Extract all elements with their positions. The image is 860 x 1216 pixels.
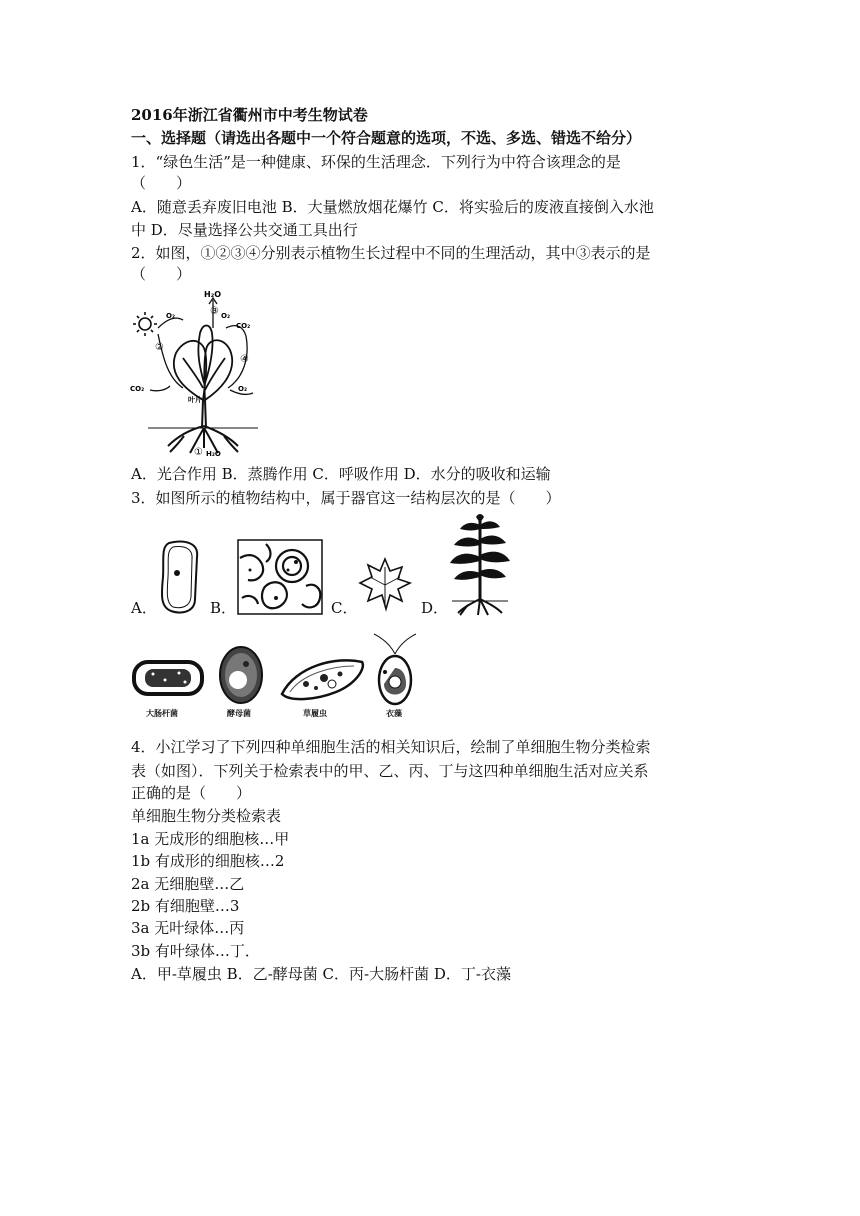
co2-right-label: CO₂ xyxy=(236,322,251,330)
q4-options: A．甲-草履虫 B．乙-酵母菌 C．丙-大肠杆菌 D．丁-衣藻 xyxy=(131,965,511,983)
option-a-cell-figure xyxy=(155,537,209,617)
q1-options-2: 中 D．尽量选择公共交通工具出行 xyxy=(131,221,358,239)
co2-left-label: CO₂ xyxy=(130,385,145,393)
yeast-figure xyxy=(216,644,266,706)
key-row-2a: 2a 无细胞壁…乙 xyxy=(131,875,245,893)
h2o-top-label: H₂O xyxy=(204,290,221,299)
option-d-plant-figure xyxy=(442,513,518,617)
key-row-3a: 3a 无叶绿体…丙 xyxy=(131,919,245,937)
h2o-bottom-label: H₂O xyxy=(206,450,221,458)
n1-label: ① xyxy=(194,447,203,458)
q4-stem-1: 4．小江学习了下列四种单细胞生活的相关知识后，绘制了单细胞生物分类检索 xyxy=(131,738,651,756)
option-c-leaf-figure xyxy=(356,555,414,613)
n3-label: ③ xyxy=(210,306,219,317)
stem-and-roots xyxy=(168,400,238,453)
q3-label-b: B． xyxy=(210,599,237,617)
plant-physiology-drawing xyxy=(128,288,278,460)
chlamydomonas-label: 衣藻 xyxy=(386,709,402,718)
q1-paren: （ ） xyxy=(131,174,192,192)
n4-label: ④ xyxy=(240,354,249,365)
ecoli-label: 大肠杆菌 xyxy=(146,709,178,718)
key-row-3b: 3b 有叶绿体…丁． xyxy=(131,942,260,960)
key-row-1b: 1b 有成形的细胞核…2 xyxy=(131,852,285,870)
paramecium-figure xyxy=(276,654,368,704)
plant-physiology-figure xyxy=(128,288,278,460)
option-b-tissue-figure xyxy=(236,538,324,616)
q3-label-a: A． xyxy=(131,599,157,617)
n2-label: ② xyxy=(155,342,164,353)
q1-options-1: A．随意丢弃废旧电池 B．大量燃放烟花爆竹 C．将实验后的废液直接倒入水池 xyxy=(131,198,654,216)
q2-stem: 2．如图，①②③④分别表示植物生长过程中不同的生理活动，其中③表示的是 xyxy=(131,244,651,262)
o2-right-label: O₂ xyxy=(221,312,231,320)
q1-stem: 1．“绿色生活”是一种健康、环保的生活理念．下列行为中符合该理念的是 xyxy=(131,153,621,171)
q2-options: A．光合作用 B．蒸腾作用 C．呼吸作用 D．水分的吸收和运输 xyxy=(131,465,551,483)
leaf-outlines xyxy=(174,326,232,401)
sun-icon xyxy=(133,312,157,336)
q3-label-d: D． xyxy=(421,599,449,617)
o2-left-label: O₂ xyxy=(166,312,176,320)
ecoli-figure xyxy=(131,654,206,704)
chlamydomonas-figure xyxy=(370,632,420,708)
doc-title: 2016年浙江省衢州市中考生物试卷 xyxy=(131,106,368,124)
yeast-label: 酵母菌 xyxy=(227,709,251,718)
q4-stem-3: 正确的是（ ） xyxy=(131,784,252,802)
section-heading: 一、选择题（请选出各题中一个符合题意的选项，不选、多选、错选不给分） xyxy=(131,129,642,147)
key-title: 单细胞生物分类检索表 xyxy=(131,807,282,825)
q4-stem-2: 表（如图）．下列关于检索表中的甲、乙、丙、丁与这四种单细胞生活对应关系 xyxy=(131,762,649,780)
key-row-2b: 2b 有细胞壁…3 xyxy=(131,897,240,915)
q2-paren: （ ） xyxy=(131,265,192,283)
paramecium-label: 草履虫 xyxy=(303,709,327,718)
o2-bottom-right-label: O₂ xyxy=(238,385,248,393)
leaf-label: 叶片 xyxy=(188,396,202,404)
key-row-1a: 1a 无成形的细胞核…甲 xyxy=(131,830,290,848)
q3-stem: 3．如图所示的植物结构中，属于器官这一结构层次的是（ ） xyxy=(131,489,561,507)
q3-label-c: C． xyxy=(331,599,358,617)
